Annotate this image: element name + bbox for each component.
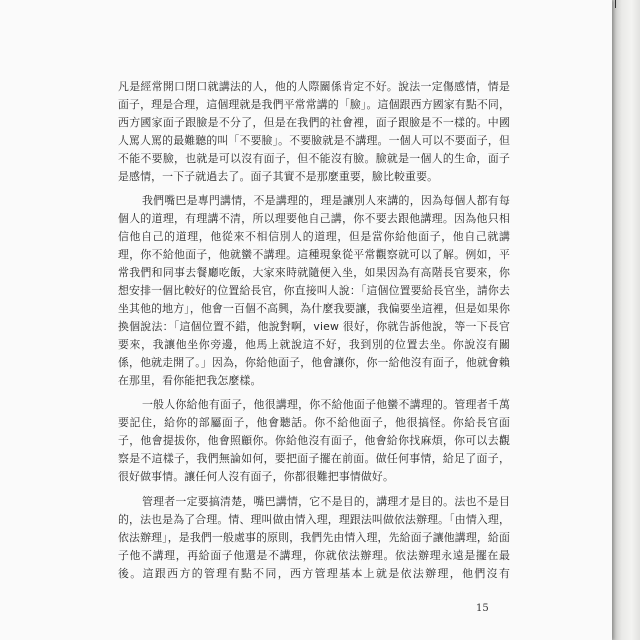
page-number: 15 <box>476 603 489 614</box>
paragraph-3: 一般人你給他有面子，他很講理，你不給他面子他蠻不講理的。管理者千萬要記住，給你的部屬面子，他會聽話。你不給他面子，他很搞怪。你給長官面子，他會提拔你，他會照顧你。你給他沒有面子，他會給你找麻煩，你可以去觀察是不這樣子，我們無論如何，要把面子擺在前面。做任何事情，給足了面子，很好做事情。讓任何人沒有面子，你都很難把事情做好。 <box>118 398 510 484</box>
page-edge-shadow <box>612 0 640 640</box>
page-corner-mark <box>615 0 616 8</box>
paragraph-2: 我們嘴巴是專門講情，不是講理的，理是讓別人來講的，因為每個人都有每個人的道理，有理講不清，所以理要他自己講，你不要去跟他講理。因為他只相信他自己的道理，他從來不相信別人的道理，但是當你給他面子，他自己就講理，你不給他面子，他就蠻不講理。這種現象從平常觀察就可以了解。例如，平常我們和同事去餐廳吃飯，大家來時就隨便入坐，如果因為有高階長官要來，你想安排一個比較好的位置給長官，你直接叫人說：「這個位置要給長官坐，請你去坐其他的地方」，他會一百個不高興，為什麼我要讓，我偏要坐這裡，但是如果你換個說法：「這個位置不錯，他說對啊，view 很好，你就告訴他說，等一下長官要來，我讓他坐你旁邊，他馬上就說這不好，我到別的位置去坐。你說沒有關係，他就走開了。」因為，你給他面子，他會讓你，你一給他沒有面子，他就會賴在那里，看你能把我怎麼樣。 <box>118 194 511 387</box>
body-text <box>118 78 510 589</box>
paragraph-4: 管理者一定要搞清楚，嘴巴講情，它不是目的，講理才是目的。法也不是目的，法也是為了合理。情、理叫做由情入理，理跟法叫做依法辦理。「由情入理，依法辦理」，是我們一般處事的原則，我們先由情入理，先給面子讓他講理，給面子他不講理，再給面子他還是不講理，你就依法辦理。依法辦理永遠是擺在最後。這跟西方的管理有點不同，西方管理基本上就是依法辦理，他們沒有 <box>118 494 511 580</box>
paragraph-1: 凡是經常開口閉口就講法的人，他的人際關係肯定不好。說法一定傷感情，情是面子，理是合理，這個理就是我們平常常講的「臉」。這個跟西方國家有點不同，西方國家面子跟臉是不分了，但是在我們的社會裡，面子跟臉是不一樣的。中國人罵人罵的最難聽的叫「不要臉」。不要臉就是不講理。一個人可以不要面子，但不能不要臉，也就是可以沒有面子，但不能沒有臉。臉就是一個人的生命，面子是感情，一下子就過去了。面子其實不是那麼重要，臉比較重要。 <box>118 80 511 183</box>
